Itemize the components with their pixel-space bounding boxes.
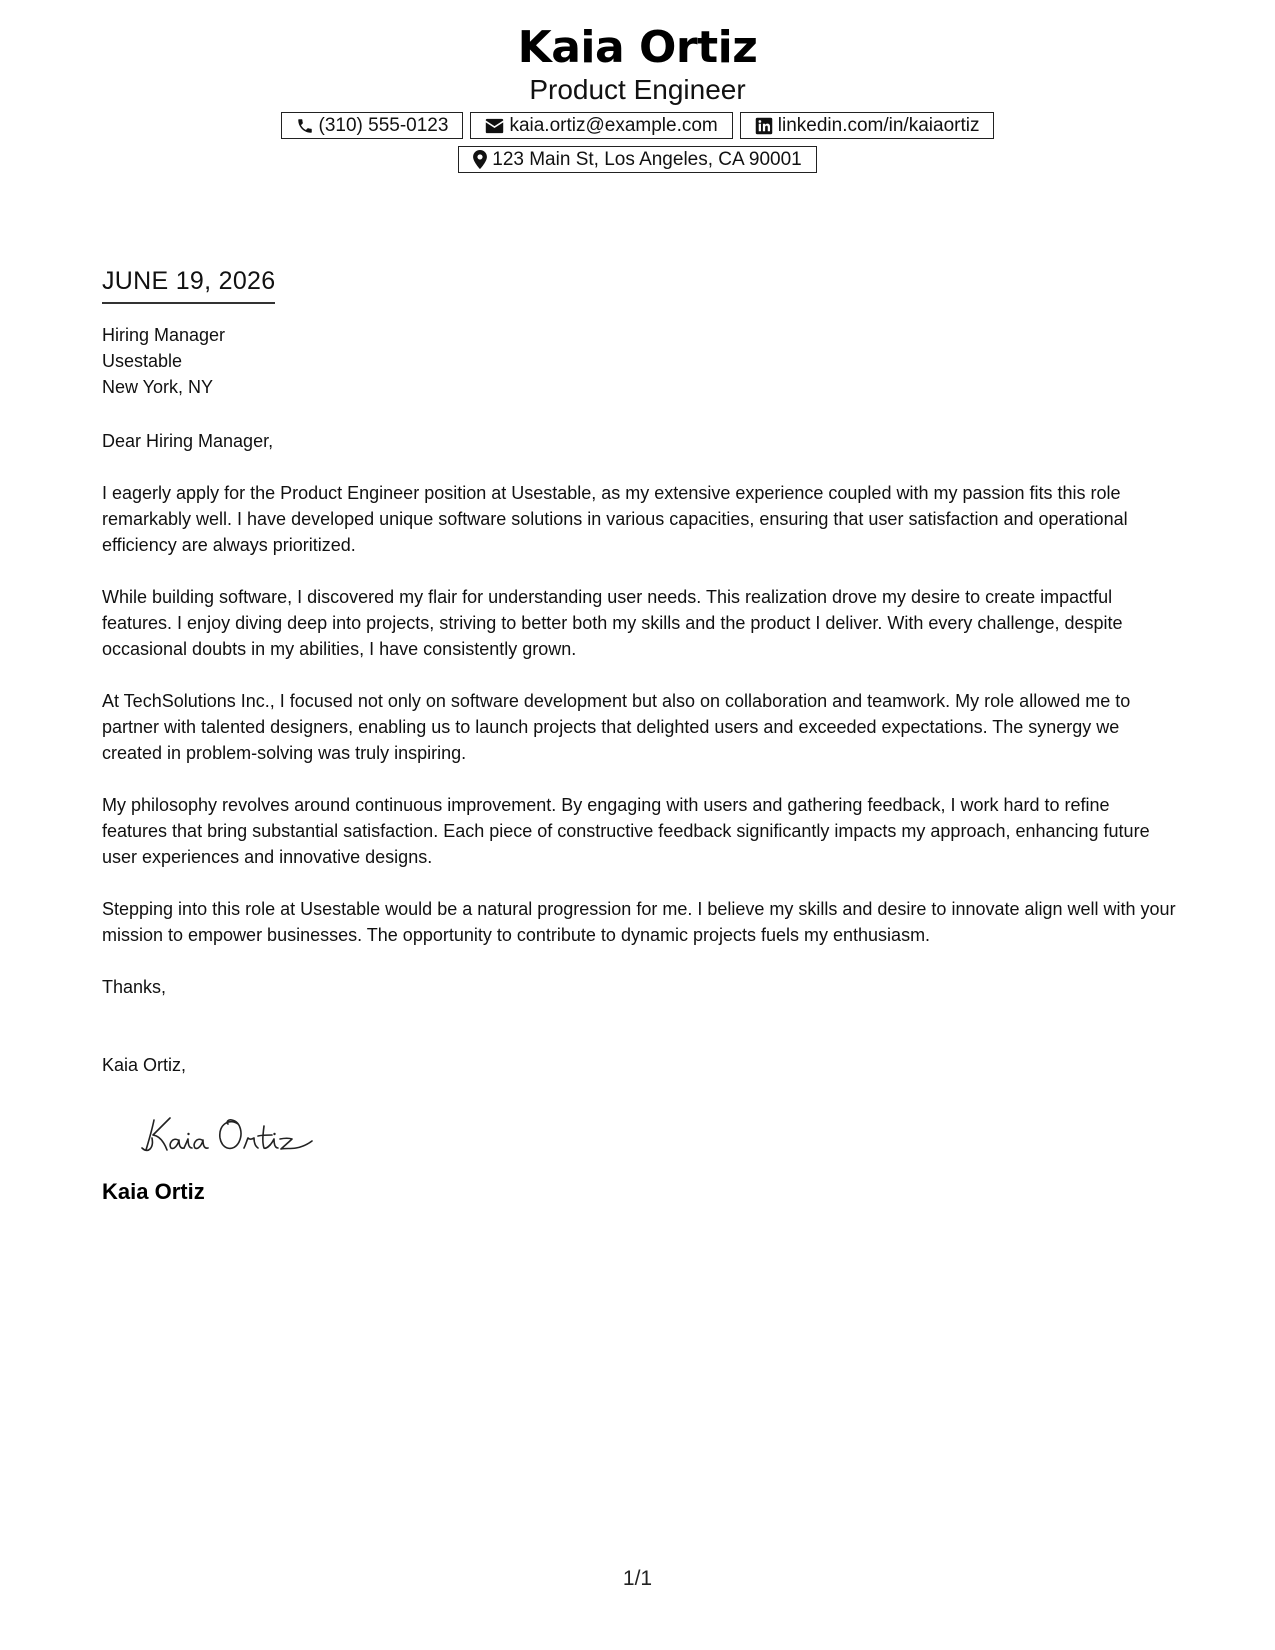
applicant-name: Kaia Ortiz [517,22,758,73]
phone-contact[interactable] [281,112,464,139]
body-paragraph: While building software, I discovered my flair for understanding user needs. This realization drove my desire to create impactful features. I enjoy diving deep into projects, striving to better both my skills and the product I deliver. With every challenge, despite occasional doubts in my abilities, I have consistently grown. [102,587,1123,659]
recipient-company: Usestable [102,351,183,371]
page-number: 1/1 [622,1567,653,1590]
handwritten-signature [140,1108,1177,1158]
closing-name: Kaia Ortiz, [102,1055,187,1075]
email-text: kaia.ortiz@example.com [509,114,718,136]
body-paragraph: At TechSolutions Inc., I focused not only on software development but also on collaboration and teamwork. My role allowed me to partner with talented designers, enabling us to launch projects that delighted users and exceeded expectations. The synergy we created in problem-solving was truly inspiring. [102,691,1131,763]
letter-date: JUNE 19, 2026 [102,267,276,295]
address-row [0,146,1275,173]
body-paragraph: Stepping into this role at Usestable would be a natural progression for me. I believe my skills and desire to innovate align well with your mission to empower businesses. The opportunity to contribute to dynamic projects fuels my enthusiasm. [102,899,1176,945]
recipient-name: Hiring Manager [102,325,226,345]
body-paragraph: My philosophy revolves around continuous improvement. By engaging with users and gathering feedback, I work hard to refine features that bring substantial satisfaction. Each piece of constructive feedback significantly impacts my approach, enhancing future user experiences and innovative designs. [102,795,1150,867]
phone-icon [296,117,314,135]
phone-text: (310) 555-0123 [318,114,449,136]
greeting: Dear Hiring Manager, [102,431,274,451]
sign-off: Thanks, [102,977,167,997]
letter-header [0,22,1275,173]
map-pin-icon [473,150,487,169]
address-contact[interactable] [458,146,817,173]
contact-row [0,112,1275,139]
printed-name: Kaia Ortiz [102,1179,205,1204]
applicant-title: Product Engineer [529,74,746,105]
signature-image [140,1108,330,1158]
address-text: 123 Main St, Los Angeles, CA 90001 [492,148,802,170]
email-contact[interactable] [470,112,732,139]
recipient-block [102,322,1177,400]
letter-body [102,266,1177,1206]
date-block [102,266,275,304]
body-paragraph: I eagerly apply for the Product Engineer position at Usestable, as my extensive experience coupled with my passion fits this role remarkably well. I have developed unique software solutions in various capacities, ensuring that user satisfaction and operational efficiency are always prioritized. [102,483,1128,555]
linkedin-text: linkedin.com/in/kaiaortiz [777,114,980,136]
envelope-icon [485,118,504,134]
recipient-location: New York, NY [102,377,214,397]
linkedin-contact[interactable] [740,112,995,139]
linkedin-icon [755,117,773,135]
